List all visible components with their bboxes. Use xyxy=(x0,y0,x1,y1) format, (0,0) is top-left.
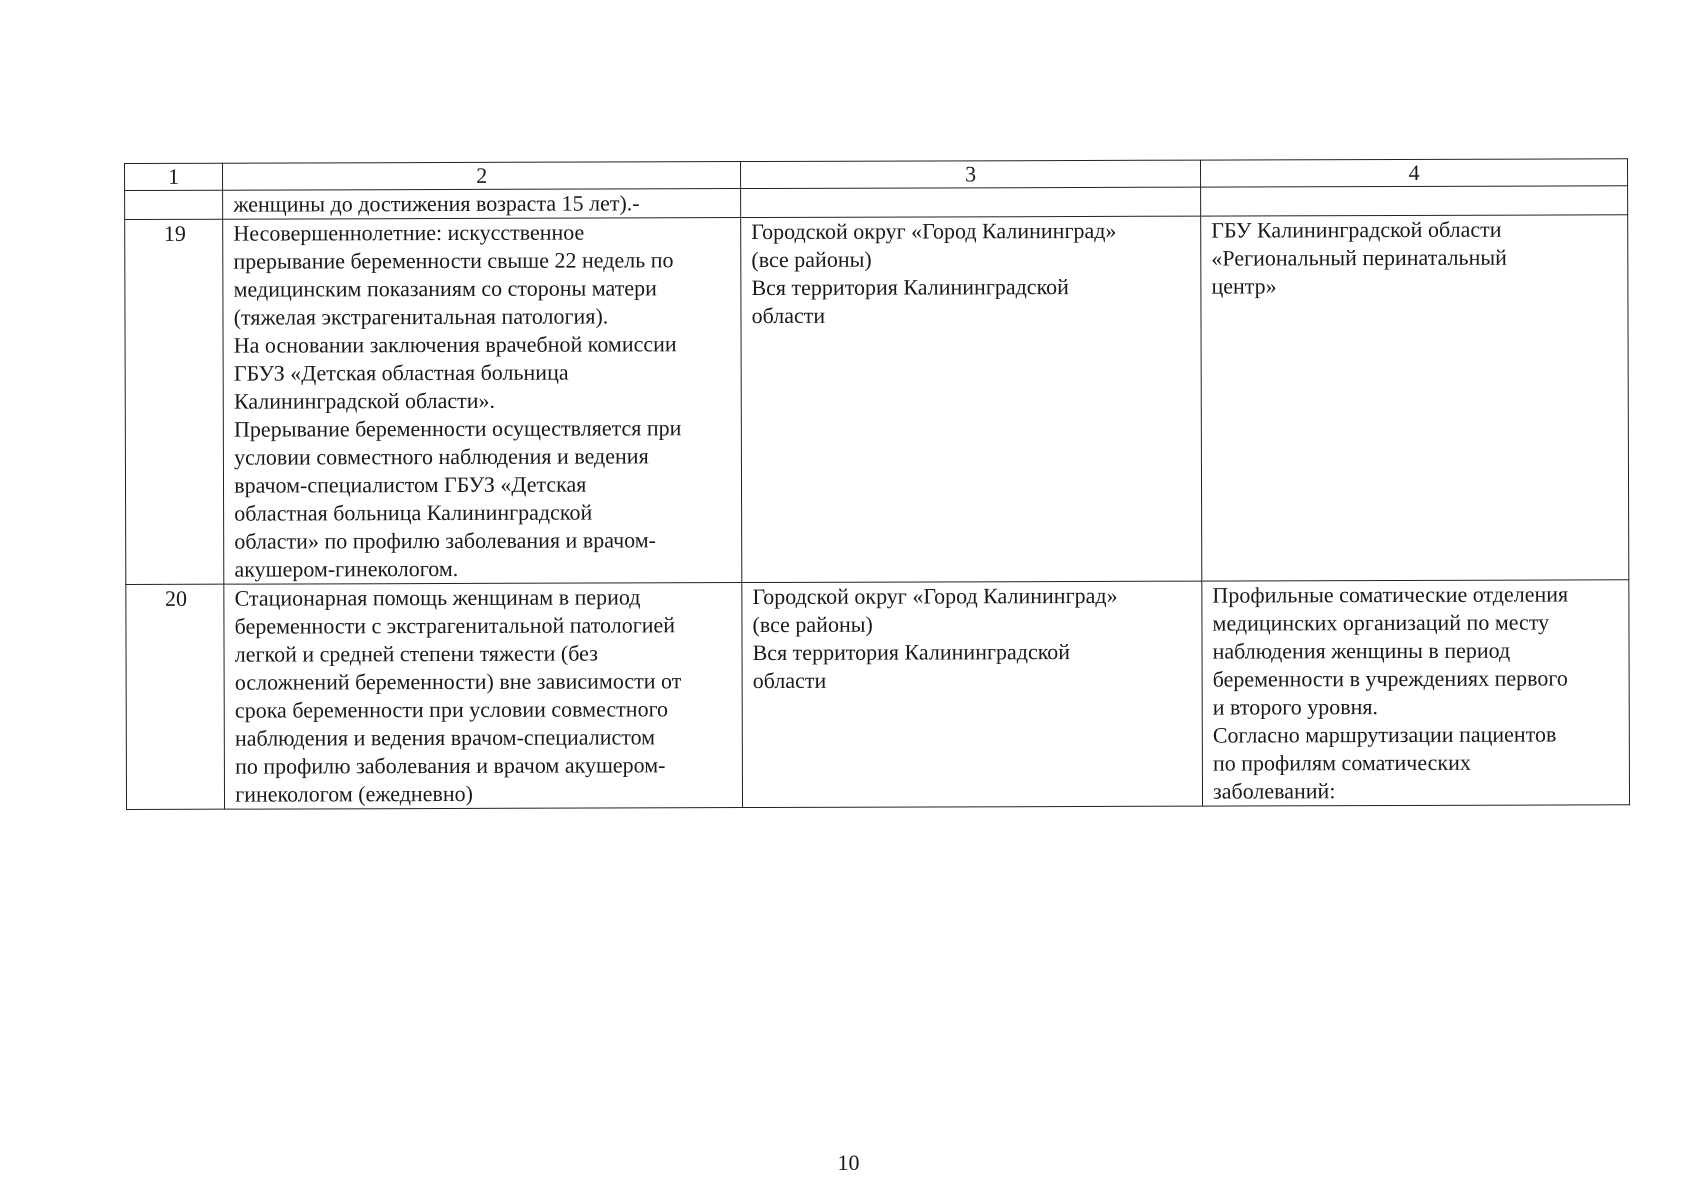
text-line: Несовершеннолетние: искусственное xyxy=(233,219,585,246)
condition-description-cell xyxy=(223,218,742,585)
table-row xyxy=(126,580,1630,810)
text-line: На основании заключения врачебной комиссии xyxy=(233,331,677,358)
text-line: по профилям соматических xyxy=(1212,749,1471,776)
text-line: Вся территория Калининградской xyxy=(752,639,1071,666)
text-line: беременности с экстрагенитальной патологией xyxy=(234,612,676,639)
text-line: медицинских организаций по месту xyxy=(1212,609,1550,636)
text-line: Профильные соматические отделения xyxy=(1212,581,1569,608)
text-line: центр» xyxy=(1211,273,1277,299)
text-line: гинекологом (ежедневно) xyxy=(235,780,473,807)
text-line: (тяжелая экстрагенитальная патология). xyxy=(233,303,609,330)
row-number-cell: 20 xyxy=(126,584,225,809)
header-col-2: 2 xyxy=(223,162,741,191)
header-col-3: 3 xyxy=(741,160,1201,188)
text-line: акушером-гинекологом. xyxy=(234,555,459,582)
territory-cell xyxy=(742,581,1203,807)
text-line: Согласно маршрутизации пациентов xyxy=(1212,721,1557,748)
text-line: (все районы) xyxy=(751,246,872,273)
header-col-4: 4 xyxy=(1201,159,1628,187)
text-line: ГБУ Калининградской области xyxy=(1211,216,1502,243)
text-line: наблюдения и ведения врачом-специалистом xyxy=(234,724,656,751)
text-line: «Региональный перинатальный xyxy=(1211,244,1507,271)
text-line: Калининградской области». xyxy=(233,387,496,414)
text-line: заболеваний: xyxy=(1212,778,1336,804)
text-line: ГБУЗ «Детская областная больница xyxy=(233,359,569,386)
row-number-cell: 19 xyxy=(125,219,224,584)
condition-description-cell xyxy=(224,583,743,810)
text-line: врачом-специалистом ГБУЗ «Детская xyxy=(234,471,587,498)
text-line: областная больница Калининградской xyxy=(234,499,593,526)
text-line: и второго уровня. xyxy=(1212,694,1379,720)
page-number: 10 xyxy=(837,1150,860,1175)
continuation-num-cell xyxy=(125,190,223,219)
text-line: Городской округ «Город Калининград» xyxy=(752,582,1118,610)
continuation-organization-cell xyxy=(1201,186,1628,216)
text-line: наблюдения женщины в период xyxy=(1212,637,1511,664)
continuation-territory-cell xyxy=(741,187,1201,217)
continuation-text-cell: женщины до достижения возраста 15 лет).- xyxy=(223,189,741,220)
routing-table xyxy=(124,158,1630,810)
text-line: медицинским показаниям со стороны матери xyxy=(233,275,657,302)
text-line: осложнений беременности) вне зависимости от xyxy=(234,668,682,695)
table-row-continuation xyxy=(125,186,1628,220)
text-line: Прерывание беременности осуществляется при xyxy=(233,415,682,442)
text-line: Стационарная помощь женщинам в период xyxy=(234,584,641,611)
text-line: легкой и средней степени тяжести (без xyxy=(234,640,598,667)
header-col-1: 1 xyxy=(125,163,223,190)
text-line: области» по профилю заболевания и врачом- xyxy=(234,527,657,554)
territory-cell xyxy=(741,216,1202,582)
text-line: области xyxy=(751,302,826,329)
text-line: Городской округ «Город Калининград» xyxy=(751,217,1117,245)
text-line: Вся территория Калининградской xyxy=(751,274,1069,301)
organization-cell xyxy=(1201,215,1629,581)
text-line: беременности в учреждениях первого xyxy=(1212,665,1568,692)
text-line: условии совместного наблюдения и ведения xyxy=(234,443,649,470)
organization-cell xyxy=(1202,580,1630,806)
table-row xyxy=(125,215,1629,585)
text-line: срока беременности при условии совместного xyxy=(234,696,669,723)
text-line: прерывание беременности свыше 22 недель по xyxy=(233,247,674,274)
text-line: (все районы) xyxy=(752,611,873,638)
text-line: области xyxy=(752,667,827,694)
text-line: по профилю заболевания и врачом акушером- xyxy=(235,752,666,779)
